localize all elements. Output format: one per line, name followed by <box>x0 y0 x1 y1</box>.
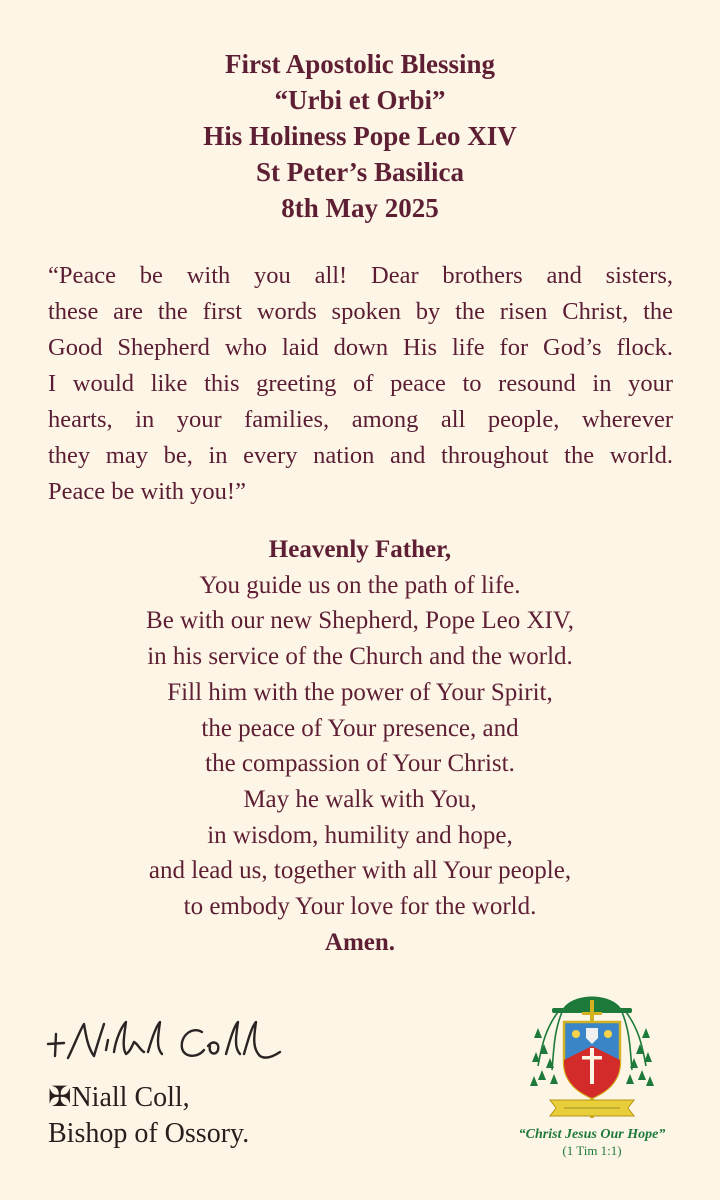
quote-line: “Peace be with you all! Dear brothers and sisters, <box>48 262 673 289</box>
motto-text: “Christ Jesus Our Hope” <box>518 1127 666 1142</box>
prayer-line: Be with our new Shepherd, Pope Leo XIV, <box>146 607 574 635</box>
crest-motto <box>490 1126 694 1159</box>
prayer-line: You guide us on the path of life. <box>199 571 521 599</box>
prayer-line: in wisdom, humility and hope, <box>207 821 513 849</box>
header-pope: His Holiness Pope Leo XIV <box>203 121 517 151</box>
prayer-line: to embody Your love for the world. <box>183 893 537 921</box>
pope-quote <box>48 258 673 510</box>
header-date: 8th May 2025 <box>281 193 439 223</box>
blessing-header <box>0 46 720 226</box>
quote-line: they may be, in every nation and throughout the world. <box>48 442 673 469</box>
prayer-line: May he walk with You, <box>243 785 477 813</box>
prayer-line: the compassion of Your Christ. <box>205 750 515 778</box>
prayer-line: in his service of the Church and the world. <box>147 643 573 671</box>
quote-line: these are the first words spoken by the risen Christ, the <box>48 298 673 325</box>
signer-block <box>48 1080 249 1152</box>
handwritten-signature <box>44 1012 284 1072</box>
prayer <box>0 532 720 960</box>
prayer-heading: Heavenly Father, <box>268 536 452 563</box>
prayer-line: Fill him with the power of Your Spirit, <box>167 678 553 706</box>
header-location: St Peter’s Basilica <box>256 157 464 187</box>
quote-line: I would like this greeting of peace to resound in your <box>48 370 673 397</box>
quote-line: Good Shepherd who laid down His life for God’s flock. <box>48 334 673 361</box>
motto-reference: (1 Tim 1:1) <box>562 1143 622 1158</box>
header-subtitle: “Urbi et Orbi” <box>274 85 446 115</box>
quote-line: Peace be with you!” <box>48 478 246 505</box>
prayer-line: the peace of Your presence, and <box>201 714 519 742</box>
quote-line: hearts, in your families, among all people, wherever <box>48 406 673 433</box>
header-title: First Apostolic Blessing <box>224 49 495 79</box>
coat-of-arms-icon <box>528 988 656 1128</box>
signer-title: Bishop of Ossory. <box>48 1118 250 1149</box>
signer-name: ✠Niall Coll, <box>48 1082 190 1113</box>
prayer-line: and lead us, together with all Your people, <box>148 857 572 885</box>
prayer-amen: Amen. <box>324 928 396 956</box>
